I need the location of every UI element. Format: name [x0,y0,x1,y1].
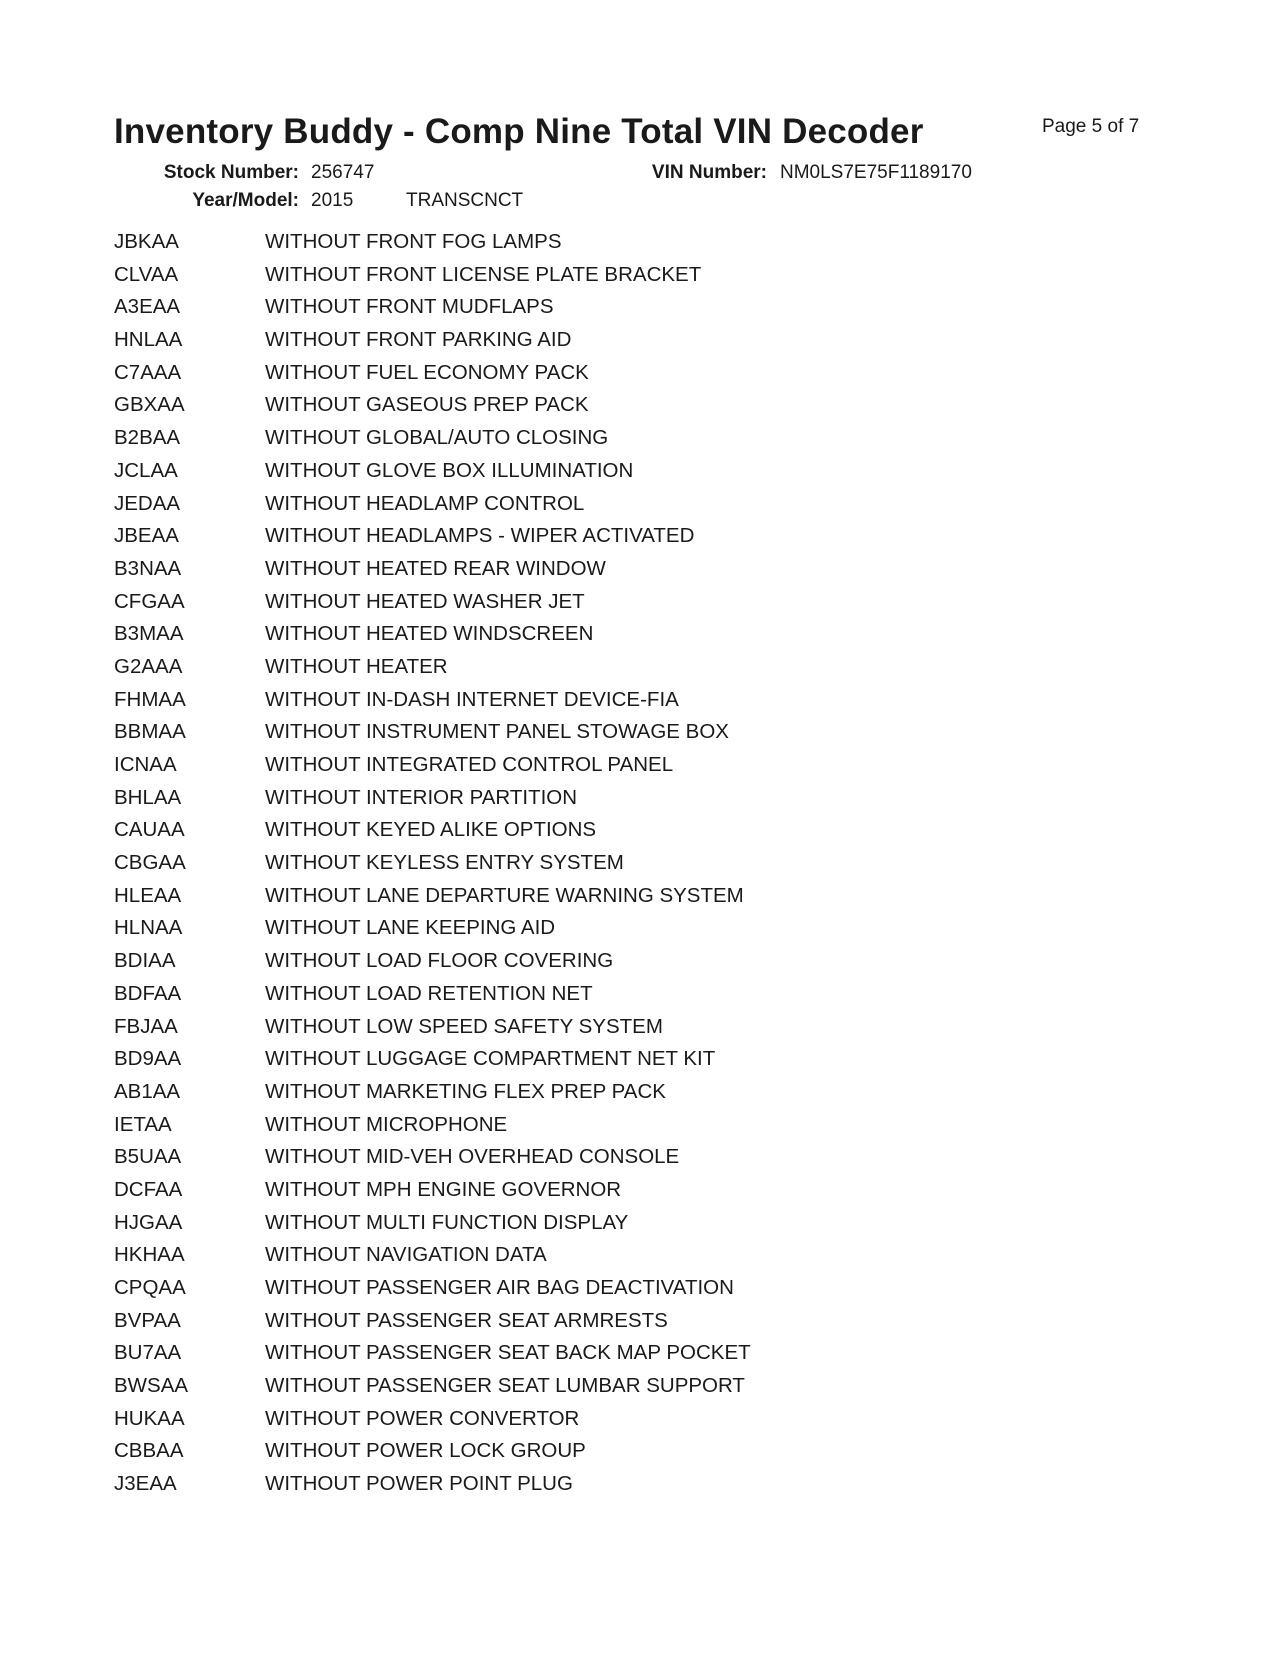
option-description: WITHOUT POWER LOCK GROUP [265,1439,586,1463]
stock-number-label: Stock Number: [163,162,299,183]
option-description: WITHOUT PASSENGER SEAT ARMRESTS [265,1308,668,1332]
option-code: GBXAA [114,393,185,417]
option-description: WITHOUT PASSENGER AIR BAG DEACTIVATION [265,1276,734,1299]
option-row [114,980,1014,1013]
option-code: FHMAA [114,687,186,711]
option-description: WITHOUT FUEL ECONOMY PACK [265,360,589,384]
option-row [114,391,1014,424]
option-code: CAUAA [114,818,185,842]
option-description: WITHOUT HEATER [265,654,448,678]
option-code: B3MAA [114,622,184,646]
option-description: WITHOUT INSTRUMENT PANEL STOWAGE BOX [265,720,729,744]
option-code: B2BAA [114,426,181,450]
option-description: WITHOUT POWER POINT PLUG [265,1472,573,1496]
option-code: IETAA [114,1112,172,1136]
option-description: WITHOUT FRONT LICENSE PLATE BRACKET [265,262,702,286]
option-row [114,784,1014,817]
option-code: BDFAA [114,981,182,1005]
vin-number-label: VIN Number: [651,162,767,183]
option-code: AB1AA [114,1079,181,1103]
option-code: G2AAA [114,654,183,678]
option-row [114,293,1014,326]
option-description: WITHOUT PASSENGER SEAT LUMBAR SUPPORT [265,1374,745,1398]
option-description: WITHOUT LOAD FLOOR COVERING [265,949,614,973]
year-value: 2015 [311,190,354,211]
option-code: DCFAA [114,1177,183,1201]
option-description: WITHOUT PASSENGER SEAT BACK MAP POCKET [265,1341,751,1365]
option-description: WITHOUT LANE KEEPING AID [265,916,556,940]
option-description: WITHOUT LOAD RETENTION NET [265,981,593,1005]
option-row [114,1176,1014,1209]
option-row [114,1372,1014,1405]
option-description: WITHOUT IN-DASH INTERNET DEVICE-FIA [265,687,679,711]
option-code: HLNAA [114,916,183,940]
option-row [114,326,1014,359]
option-row [114,1470,1014,1503]
option-row [114,914,1014,947]
option-description: WITHOUT MICROPHONE [265,1112,508,1136]
option-code: BBMAA [114,720,186,744]
option-description: WITHOUT MPH ENGINE GOVERNOR [265,1177,622,1201]
option-code: JCLAA [114,458,178,482]
option-row [114,686,1014,719]
option-row [114,228,1014,261]
option-description: WITHOUT HEATED REAR WINDOW [265,556,606,580]
option-code: CBBAA [114,1439,184,1463]
option-code: JBEAA [114,524,179,548]
option-code: HNLAA [114,328,183,352]
option-row [114,1045,1014,1078]
option-code: JEDAA [114,491,181,515]
option-code: FBJAA [114,1014,178,1038]
option-code: B3NAA [114,556,182,580]
option-code: BU7AA [114,1341,182,1365]
option-row [114,653,1014,686]
option-row [114,718,1014,751]
option-description: WITHOUT HEADLAMP CONTROL [265,491,585,515]
option-row [114,751,1014,784]
option-row [114,424,1014,457]
vin-number-value: NM0LS7E75F1189170 [780,162,972,183]
option-description: WITHOUT FRONT FOG LAMPS [265,230,562,253]
year-model-label: Year/Model: [192,190,299,211]
option-code: HKHAA [114,1243,185,1267]
option-code-list [114,228,1014,1503]
option-code: BVPAA [114,1308,181,1332]
option-description: WITHOUT MID-VEH OVERHEAD CONSOLE [265,1145,680,1169]
option-description: WITHOUT NAVIGATION DATA [265,1243,547,1267]
option-description: WITHOUT KEYED ALIKE OPTIONS [265,818,597,842]
option-row [114,1274,1014,1307]
option-description: WITHOUT HEATED WINDSCREEN [265,622,594,646]
option-row [114,1339,1014,1372]
option-row [114,1209,1014,1242]
option-row [114,1013,1014,1046]
option-row [114,620,1014,653]
option-description: WITHOUT GLOVE BOX ILLUMINATION [265,458,634,482]
option-row [114,947,1014,980]
option-row [114,1111,1014,1144]
option-row [114,1437,1014,1470]
option-description: WITHOUT GASEOUS PREP PACK [265,393,589,417]
option-description: WITHOUT LUGGAGE COMPARTMENT NET KIT [265,1047,716,1071]
option-code: HJGAA [114,1210,183,1234]
option-description: WITHOUT LANE DEPARTURE WARNING SYSTEM [265,883,744,907]
option-row [114,1307,1014,1340]
option-code: CLVAA [114,262,179,286]
page-number: Page 5 of 7 [1042,116,1140,137]
option-description: WITHOUT LOW SPEED SAFETY SYSTEM [265,1014,663,1038]
model-value: TRANSCNCT [406,190,524,211]
option-row [114,1405,1014,1438]
stock-number-value: 256747 [311,162,375,183]
option-code: CFGAA [114,589,185,613]
option-code: BHLAA [114,785,182,809]
option-row [114,522,1014,555]
option-description: WITHOUT GLOBAL/AUTO CLOSING [265,426,609,450]
option-description: WITHOUT MULTI FUNCTION DISPLAY [265,1210,629,1234]
option-code: HUKAA [114,1406,185,1430]
option-row [114,359,1014,392]
option-code: B5UAA [114,1145,182,1169]
option-code: A3EAA [114,295,181,319]
report-title: Inventory Buddy - Comp Nine Total VIN Decoder [114,112,924,151]
option-row [114,555,1014,588]
option-code: ICNAA [114,753,177,776]
option-row [114,849,1014,882]
option-description: WITHOUT FRONT PARKING AID [265,328,572,352]
option-code: BWSAA [114,1374,189,1398]
option-row [114,261,1014,294]
option-description: WITHOUT MARKETING FLEX PREP PACK [265,1079,666,1103]
option-row [114,1143,1014,1176]
option-row [114,457,1014,490]
option-description: WITHOUT HEADLAMPS - WIPER ACTIVATED [265,524,695,548]
option-code: J3EAA [114,1472,177,1496]
option-code: C7AAA [114,360,182,384]
option-row [114,1241,1014,1274]
option-code: BD9AA [114,1047,182,1071]
option-description: WITHOUT POWER CONVERTOR [265,1406,580,1430]
option-code: CPQAA [114,1276,186,1299]
option-row [114,588,1014,621]
option-code: HLEAA [114,883,182,907]
option-code: BDIAA [114,949,176,973]
option-row [114,490,1014,523]
option-description: WITHOUT KEYLESS ENTRY SYSTEM [265,851,624,875]
option-code: CBGAA [114,851,186,875]
option-code: JBKAA [114,230,179,253]
option-row [114,882,1014,915]
option-description: WITHOUT INTEGRATED CONTROL PANEL [265,753,674,776]
option-row [114,1078,1014,1111]
option-row [114,816,1014,849]
option-description: WITHOUT INTERIOR PARTITION [265,785,578,809]
option-description: WITHOUT FRONT MUDFLAPS [265,295,554,319]
option-description: WITHOUT HEATED WASHER JET [265,589,585,613]
